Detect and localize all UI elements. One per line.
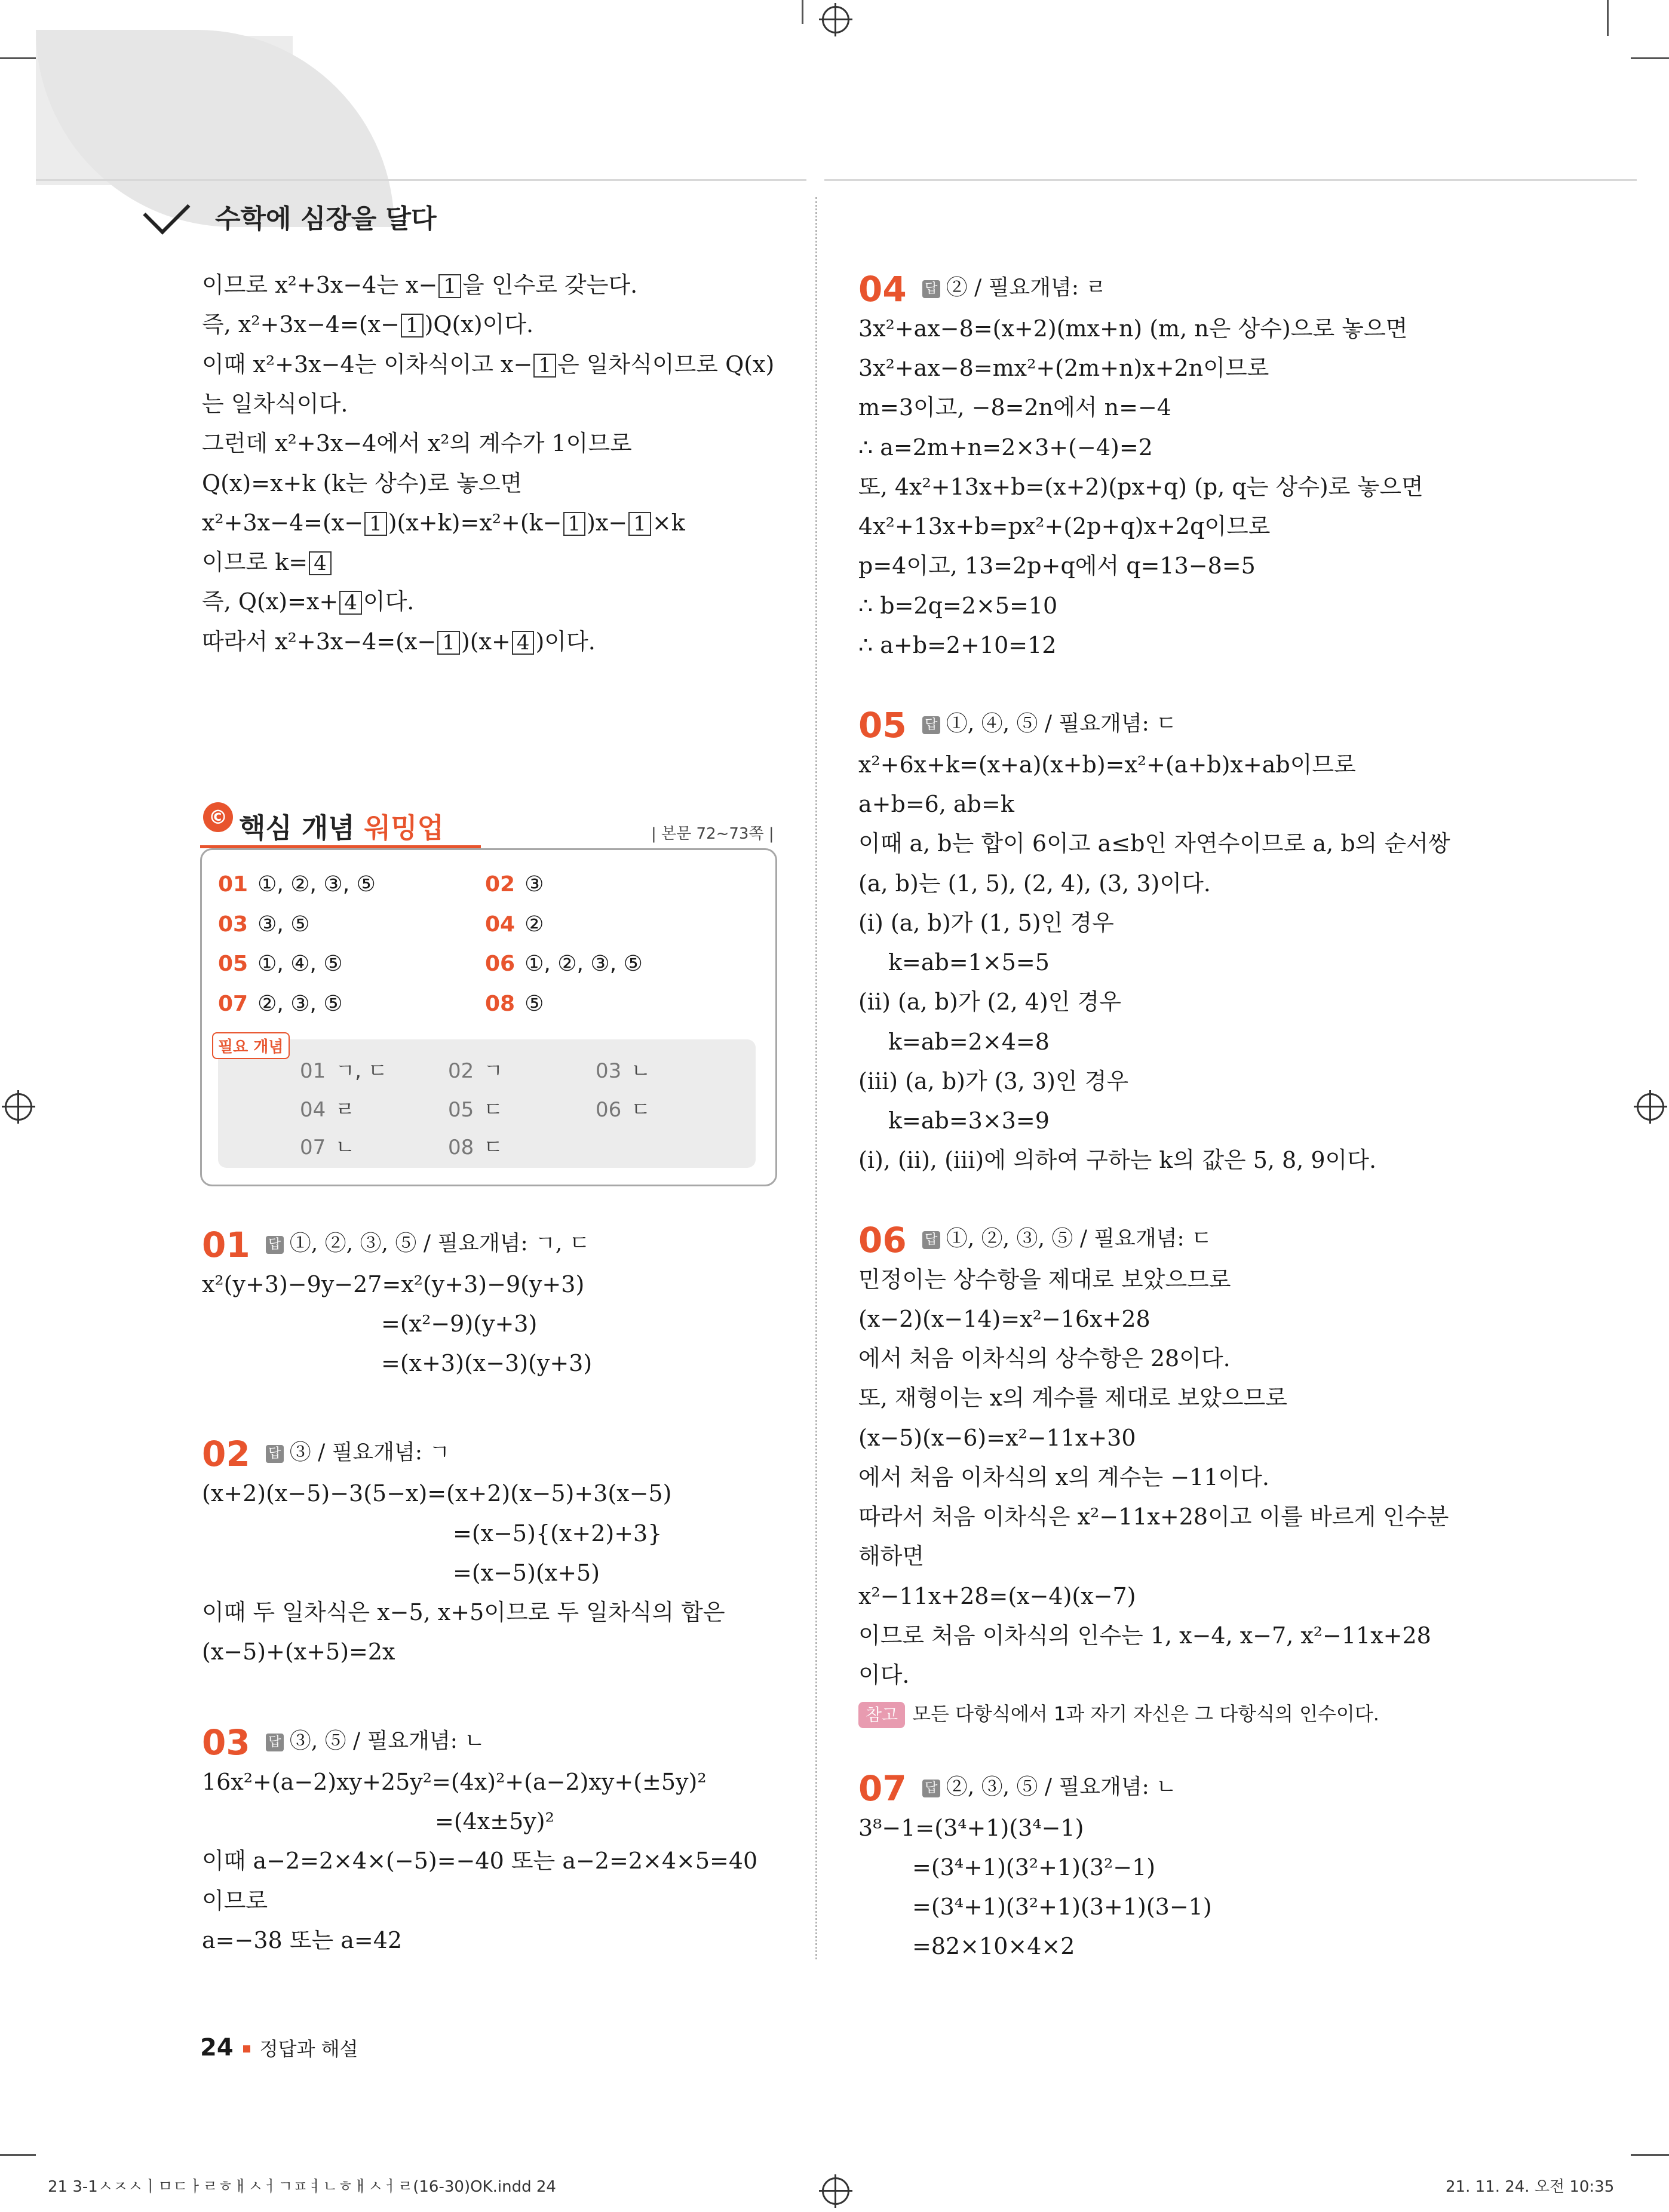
text-line: 즉, Q(x)=x+ 4 이다. bbox=[202, 588, 415, 615]
card-title-accent: 워밍업 bbox=[364, 812, 444, 844]
item-value: ㄹ bbox=[335, 1098, 355, 1122]
item-value: ㄱ, ㄷ bbox=[335, 1059, 388, 1083]
answer-badge-icon: 답 bbox=[922, 1780, 940, 1797]
reference-note bbox=[858, 1699, 1379, 1728]
item-value: ㄷ bbox=[483, 1136, 504, 1159]
solution-line: 에서 처음 이차식의 x의 계수는 −11이다. bbox=[858, 1464, 1270, 1490]
solution-line: 이다. bbox=[858, 1662, 910, 1688]
item-number: 08 bbox=[485, 992, 516, 1016]
solution-line: (ⅰ) (a, b)가 (1, 5)인 경우 bbox=[858, 910, 1114, 936]
solution-line: a+b=6, ab=k bbox=[858, 791, 1014, 817]
warmup-answer-item bbox=[218, 912, 310, 937]
card-title bbox=[239, 806, 444, 846]
registration-mark-top bbox=[822, 6, 849, 33]
slug-file: 21 3-1ㅅㅈㅅㅣㅁㄷㅏㄹㅎㅐㅅㅓㄱㅍㅕㄴㅎㅐㅅㅓㄹ(16-30)OK.indd 24 bbox=[48, 2178, 556, 2196]
text-line: 이므로 x²+3x−4는 x− 1 을 인수로 갖는다. bbox=[202, 272, 638, 298]
problem-number: 01 bbox=[202, 1225, 250, 1265]
text-line: 따라서 x²+3x−4=(x− 1 )(x+ 4 )이다. bbox=[202, 628, 596, 655]
boxed-number: 1 bbox=[364, 512, 387, 536]
problem-answer: ①, ②, ③, ⑤ / 필요개념: ㄱ, ㄷ bbox=[289, 1231, 590, 1256]
solution-line: (ⅱ) (a, b)가 (2, 4)인 경우 bbox=[858, 989, 1121, 1015]
solution-line: =(x+3)(x−3)(y+3) bbox=[381, 1350, 593, 1376]
problem-header-06 bbox=[858, 1220, 1212, 1260]
boxed-number: 1 bbox=[628, 512, 651, 536]
item-number: 02 bbox=[448, 1059, 474, 1083]
boxed-number: 4 bbox=[339, 591, 362, 615]
column-divider bbox=[815, 197, 817, 1959]
solution-line: (ⅲ) (a, b)가 (3, 3)인 경우 bbox=[858, 1068, 1129, 1094]
problem-header-04 bbox=[858, 269, 1106, 309]
concept-answer-item bbox=[300, 1131, 355, 1160]
solution-line: 3x²+ax−8=mx²+(2m+n)x+2n이므로 bbox=[858, 355, 1269, 381]
concept-answer-item bbox=[596, 1054, 651, 1084]
boxed-number: 1 bbox=[563, 512, 586, 536]
solution-line: x²(y+3)−9y−27=x²(y+3)−9(y+3) bbox=[202, 1271, 585, 1297]
registration-mark-bottom bbox=[822, 2177, 849, 2205]
solution-line: ∴ b=2q=2×5=10 bbox=[858, 593, 1058, 619]
solution-line: =(4x±5y)² bbox=[435, 1808, 554, 1834]
solution-line: =(3⁴+1)(3²+1)(3+1)(3−1) bbox=[912, 1894, 1212, 1920]
answer-badge-icon: 답 bbox=[266, 1734, 284, 1751]
item-value: ③, ⑤ bbox=[257, 912, 310, 937]
solution-line: k=ab=1×5=5 bbox=[888, 949, 1050, 975]
brand-logo bbox=[215, 197, 437, 235]
concept-answer-item bbox=[300, 1093, 355, 1122]
item-value: ㄷ bbox=[631, 1098, 651, 1122]
solution-line: ∴ a+b=2+10=12 bbox=[858, 632, 1057, 658]
warmup-answer-item bbox=[485, 872, 544, 897]
problem-answer: ③, ⑤ / 필요개념: ㄴ bbox=[289, 1729, 486, 1753]
footer-square-icon bbox=[243, 2045, 250, 2053]
solution-line: 3x²+ax−8=(x+2)(mx+n) (m, n은 상수)으로 놓으면 bbox=[858, 315, 1408, 342]
boxed-number: 1 bbox=[437, 631, 460, 655]
boxed-number: 1 bbox=[401, 314, 424, 338]
answer-badge-icon: 답 bbox=[922, 280, 940, 298]
solution-line: =(x²−9)(y+3) bbox=[381, 1311, 538, 1337]
warmup-answer-item bbox=[218, 872, 376, 897]
concept-answer-item bbox=[448, 1054, 503, 1084]
text-line: 즉, x²+3x−4=(x− 1 )Q(x)이다. bbox=[202, 311, 534, 338]
item-value: ② bbox=[524, 912, 544, 937]
problem-header-01 bbox=[202, 1225, 590, 1265]
boxed-number: 4 bbox=[309, 551, 332, 575]
crop-mark-left-bottom bbox=[0, 2154, 36, 2156]
solution-line: =82×10×4×2 bbox=[912, 1933, 1075, 1959]
problem-number: 06 bbox=[858, 1220, 907, 1260]
problem-header-05 bbox=[858, 705, 1177, 745]
problem-answer: ③ / 필요개념: ㄱ bbox=[289, 1440, 450, 1465]
item-number: 03 bbox=[596, 1059, 622, 1083]
footer-label: 정답과 해설 bbox=[259, 2038, 358, 2060]
item-value: ㄷ bbox=[483, 1098, 504, 1122]
problem-answer: ② / 필요개념: ㄹ bbox=[946, 275, 1107, 300]
card-title-main: 핵심 개념 bbox=[239, 812, 364, 844]
text-line: x²+3x−4=(x− 1 )(x+k)=x²+(k− 1 )x− 1 ×k bbox=[202, 510, 685, 536]
item-number: 01 bbox=[218, 872, 248, 897]
item-value: ㄱ bbox=[483, 1059, 504, 1083]
item-value: ②, ③, ⑤ bbox=[257, 992, 343, 1016]
solution-line: p=4이고, 13=2p+q에서 q=13−8=5 bbox=[858, 553, 1256, 579]
solution-line: 이때 두 일차식은 x−5, x+5이므로 두 일차식의 합은 bbox=[202, 1599, 725, 1625]
solution-line: k=ab=2×4=8 bbox=[888, 1029, 1050, 1055]
brand-text: 수학에 심장을 달다 bbox=[215, 204, 437, 234]
solution-line: 이므로 처음 이차식의 인수는 1, x−4, x−7, x²−11x+28 bbox=[858, 1622, 1431, 1649]
concept-answer-item bbox=[596, 1093, 651, 1122]
item-value: ①, ②, ③, ⑤ bbox=[257, 872, 376, 897]
crop-mark-top bbox=[802, 0, 803, 24]
crop-mark-top-right bbox=[1607, 0, 1609, 36]
problem-header-03 bbox=[202, 1722, 485, 1763]
boxed-number: 1 bbox=[533, 354, 556, 378]
problem-number: 04 bbox=[858, 269, 907, 309]
concept-answer-item bbox=[448, 1131, 503, 1160]
item-number: 01 bbox=[300, 1059, 326, 1083]
concept-label: 필요 개념 bbox=[212, 1032, 290, 1059]
solution-line: 3⁸−1=(3⁴+1)(3⁴−1) bbox=[858, 1815, 1084, 1841]
note-text: 모든 다항식에서 1과 자기 자신은 그 다항식의 인수이다. bbox=[912, 1702, 1379, 1725]
registration-mark-left bbox=[5, 1093, 32, 1121]
item-value: ㄴ bbox=[631, 1059, 651, 1083]
item-number: 07 bbox=[218, 992, 248, 1016]
text-line: 이므로 k= 4 bbox=[202, 549, 333, 575]
solution-line: 에서 처음 이차식의 상수항은 28이다. bbox=[858, 1345, 1231, 1372]
solution-line: 따라서 처음 이차식은 x²−11x+28이고 이를 바르게 인수분 bbox=[858, 1504, 1449, 1530]
registration-mark-right bbox=[1637, 1093, 1664, 1121]
answer-badge-icon: 답 bbox=[266, 1445, 284, 1463]
header-rule-left bbox=[36, 179, 806, 181]
warmup-answer-item bbox=[218, 952, 343, 976]
problem-number: 02 bbox=[202, 1434, 250, 1474]
boxed-number: 1 bbox=[438, 274, 461, 298]
answer-badge-icon: 답 bbox=[922, 716, 940, 734]
text-line: 그런데 x²+3x−4에서 x²의 계수가 1이므로 bbox=[202, 430, 632, 456]
problem-answer: ①, ④, ⑤ / 필요개념: ㄷ bbox=[946, 711, 1177, 736]
problem-number: 07 bbox=[858, 1768, 907, 1809]
solution-line: 해하면 bbox=[858, 1543, 925, 1569]
item-number: 06 bbox=[596, 1098, 622, 1122]
item-number: 03 bbox=[218, 912, 248, 937]
solution-line: (x−5)(x−6)=x²−11x+30 bbox=[858, 1425, 1136, 1451]
text-line: 는 일차식이다. bbox=[202, 391, 348, 417]
solution-line: 민정이는 상수항을 제대로 보았으므로 bbox=[858, 1266, 1231, 1293]
answer-badge-icon: 답 bbox=[266, 1236, 284, 1254]
text-line: Q(x)=x+k (k는 상수)로 놓으면 bbox=[202, 470, 523, 496]
problem-answer: ①, ②, ③, ⑤ / 필요개념: ㄷ bbox=[946, 1226, 1212, 1251]
problem-header-02 bbox=[202, 1434, 450, 1474]
warmup-answer-item bbox=[218, 992, 343, 1016]
item-number: 07 bbox=[300, 1136, 326, 1159]
solution-line: (x+2)(x−5)−3(5−x)=(x+2)(x−5)+3(x−5) bbox=[202, 1480, 672, 1507]
boxed-number: 4 bbox=[512, 631, 535, 655]
solution-line: a=−38 또는 a=42 bbox=[202, 1927, 403, 1953]
crop-mark-right-bottom bbox=[1631, 2154, 1669, 2156]
solution-line: ∴ a=2m+n=2×3+(−4)=2 bbox=[858, 434, 1153, 461]
crop-mark-right-top bbox=[1631, 57, 1669, 59]
solution-line: x²+6x+k=(x+a)(x+b)=x²+(a+b)x+ab이므로 bbox=[858, 751, 1356, 778]
solution-line: 4x²+13x+b=px²+(2p+q)x+2q이므로 bbox=[858, 513, 1271, 539]
item-value: ㄴ bbox=[335, 1136, 355, 1159]
solution-line: 16x²+(a−2)xy+25y²=(4x)²+(a−2)xy+(±5y)² bbox=[202, 1769, 707, 1795]
solution-line: (x−5)+(x+5)=2x bbox=[202, 1639, 395, 1665]
problem-header-07 bbox=[858, 1768, 1177, 1809]
item-number: 08 bbox=[448, 1136, 474, 1159]
solution-line: m=3이고, −8=2n에서 n=−4 bbox=[858, 394, 1171, 421]
solution-line: =(x−5){(x+2)+3} bbox=[453, 1520, 662, 1547]
item-number: 05 bbox=[448, 1098, 474, 1122]
solution-line: 이때 a−2=2×4×(−5)=−40 또는 a−2=2×4×5=40 bbox=[202, 1848, 758, 1874]
solution-line: x²−11x+28=(x−4)(x−7) bbox=[858, 1583, 1136, 1609]
item-number: 06 bbox=[485, 952, 516, 976]
item-value: ①, ④, ⑤ bbox=[257, 952, 343, 976]
solution-line: 또, 재형이는 x의 계수를 제대로 보았으므로 bbox=[858, 1385, 1287, 1411]
card-icon: © bbox=[203, 802, 233, 832]
problem-answer: ②, ③, ⑤ / 필요개념: ㄴ bbox=[946, 1775, 1177, 1799]
problem-number: 05 bbox=[858, 705, 907, 745]
item-number: 05 bbox=[218, 952, 248, 976]
solution-line: =(3⁴+1)(3²+1)(3²−1) bbox=[912, 1854, 1156, 1880]
solution-line: k=ab=3×3=9 bbox=[888, 1107, 1050, 1134]
solution-line: (ⅰ), (ⅱ), (ⅲ)에 의하여 구하는 k의 값은 5, 8, 9이다. bbox=[858, 1147, 1377, 1173]
solution-line: 이때 a, b는 합이 6이고 a≤b인 자연수이므로 a, b의 순서쌍 bbox=[858, 830, 1450, 857]
header-rule-right bbox=[824, 179, 1637, 181]
warmup-answer-item bbox=[485, 952, 643, 976]
item-value: ①, ②, ③, ⑤ bbox=[524, 952, 643, 976]
concept-answer-item bbox=[300, 1054, 388, 1084]
concept-answer-item bbox=[448, 1093, 503, 1122]
note-badge: 참고 bbox=[858, 1702, 905, 1728]
item-value: ③ bbox=[524, 872, 544, 897]
slug-date: 21. 11. 24. 오전 10:35 bbox=[1446, 2178, 1615, 2196]
warmup-answer-item bbox=[485, 912, 544, 937]
warmup-answer-item bbox=[485, 992, 544, 1016]
problem-number: 03 bbox=[202, 1722, 250, 1763]
item-number: 04 bbox=[300, 1098, 326, 1122]
solution-line: =(x−5)(x+5) bbox=[453, 1560, 600, 1586]
crop-mark-left-top bbox=[0, 57, 36, 59]
text-line: 이때 x²+3x−4는 이차식이고 x− 1 은 일차식이므로 Q(x) bbox=[202, 351, 775, 378]
card-page-ref: | 본문 72~73쪽 | bbox=[651, 825, 774, 843]
solution-line: 이므로 bbox=[202, 1888, 268, 1914]
page-number: 24 bbox=[200, 2034, 234, 2061]
solution-line: (x−2)(x−14)=x²−16x+28 bbox=[858, 1306, 1150, 1332]
solution-line: 또, 4x²+13x+b=(x+2)(px+q) (p, q는 상수)로 놓으면 bbox=[858, 474, 1423, 500]
solution-line: (a, b)는 (1, 5), (2, 4), (3, 3)이다. bbox=[858, 870, 1211, 897]
answer-badge-icon: 답 bbox=[922, 1231, 940, 1249]
item-number: 02 bbox=[485, 872, 516, 897]
footer bbox=[200, 2034, 358, 2061]
item-value: ⑤ bbox=[524, 992, 544, 1016]
item-number: 04 bbox=[485, 912, 516, 937]
